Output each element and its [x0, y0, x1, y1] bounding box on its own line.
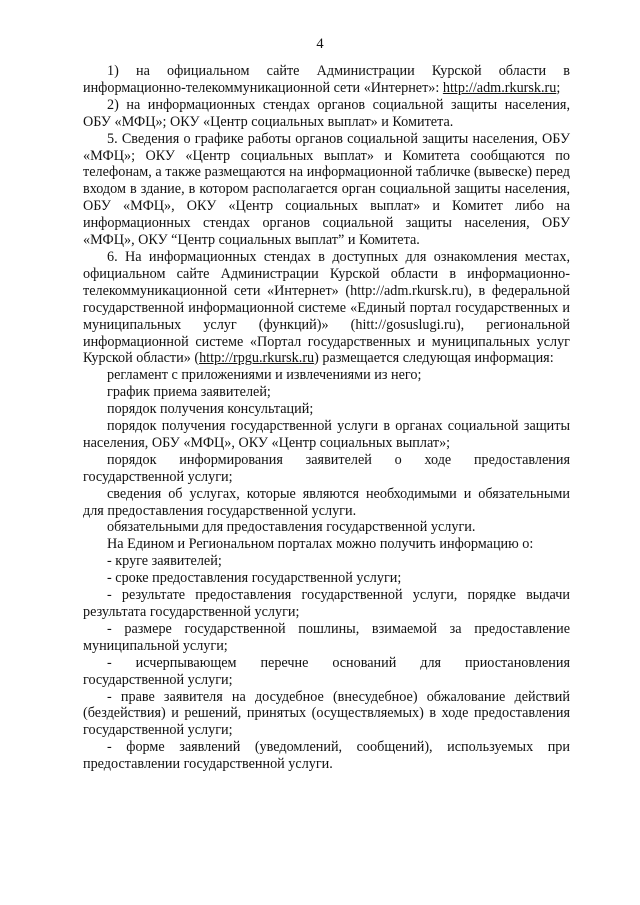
paragraph-text: сведения об услугах, которые являются необходимыми и обязательными для предоставления государственной услуги. [83, 485, 570, 519]
paragraph-text: 2) на информационных стендах органов социальной защиты населения, ОБУ «МФЦ»; ОКУ «Центр социальных выплат» и Комитета. [83, 96, 570, 130]
paragraph-text: - форме заявлений (уведомлений, сообщений), используемых при предоставлении государственной услуги. [83, 739, 570, 773]
paragraph-text: - размере государственной пошлины, взимаемой за предоставление муниципальной услуги; [83, 620, 570, 654]
hyperlink-text[interactable]: http://adm.rkursk.ru [442, 79, 557, 96]
paragraph-text: - исчерпывающем перечне оснований для приостановления государственной услуги; [83, 654, 570, 688]
page-number: 4 [316, 36, 324, 52]
paragraph-text: 6. На информационных стендах в доступных для ознакомления местах, официальном сайте Администрации Курской области в информационно-телекоммуникационной сети «Интернет» (http://adm.rkursk.ru), в федеральной государственной информационной системе «Единый портал государственных и муниципальных услуг (функций)» (hitt://gosuslugi.ru), региональной информационной системе «Портал государственных и муниципальных услуг Курской области» ( [83, 248, 570, 367]
hyperlink-text[interactable]: http://rpgu.rkursk.ru [199, 350, 315, 367]
paragraph-text: 1) на официальном сайте Администрации Курской области в информационно-телекоммуникационной сети «Интернет»: [83, 63, 570, 96]
paragraph-p10 [83, 486, 570, 520]
paragraph-p19 [83, 739, 570, 773]
paragraph-p4 [83, 249, 570, 367]
paragraph-text: обязательными для предоставления государственной услуги. [107, 519, 476, 536]
paragraph-text: - сроке предоставления государственной услуги; [107, 570, 402, 587]
document-body [83, 63, 570, 773]
paragraph-p13 [83, 553, 570, 570]
paragraph-text: - результате предоставления государственной услуги, порядке выдачи результата государственной услуги; [83, 587, 570, 620]
paragraph-text: регламент с приложениями и извлечениями из него; [107, 367, 422, 384]
paragraph-p12 [83, 536, 570, 553]
paragraph-p16 [83, 621, 570, 655]
paragraph-text: график приема заявителей; [107, 384, 271, 401]
paragraph-text: порядок получения консультаций; [107, 401, 314, 418]
paragraph-p3 [83, 131, 570, 249]
paragraph-p7 [83, 401, 570, 418]
paragraph-text: 5. Сведения о графике работы органов социальной защиты населения, ОБУ «МФЦ»; ОКУ «Центр социальных выплат» и Комитета сообщаются по телефонам, а также размещаются на информационной табличке (вывеске) перед входом в здание, в котором располагается орган социальной защиты населения, ОБУ «МФЦ», ОКУ «Центр социальных выплат» и Комитет либо на информационных стендах органов социальной защиты населения, ОБУ «МФЦ», ОКУ “Центр социальных выплат” и Комитета. [83, 130, 570, 249]
paragraph-text: - праве заявителя на досудебное (внесудебное) обжалование действий (бездействия) и решений, принятых (осуществляемых) в ходе предоставления государственной услуги; [83, 688, 570, 739]
paragraph-p1 [83, 63, 570, 97]
paragraph-p14 [83, 570, 570, 587]
paragraph-text: - круге заявителей; [107, 553, 222, 570]
paragraph-text: ) размещается следующая информация: [314, 350, 554, 367]
paragraph-p18 [83, 689, 570, 740]
paragraph-p17 [83, 655, 570, 689]
paragraph-p11 [83, 519, 570, 536]
paragraph-text: порядок информирования заявителей о ходе предоставления государственной услуги; [83, 451, 570, 485]
paragraph-text: На Едином и Региональном порталах можно получить информацию о: [107, 536, 534, 553]
paragraph-p2 [83, 97, 570, 131]
paragraph-p6 [83, 384, 570, 401]
paragraph-p8 [83, 418, 570, 452]
paragraph-text: порядок получения государственной услуги в органах социальной защиты населения, ОБУ «МФЦ», ОКУ «Центр социальных выплат»; [83, 418, 570, 451]
paragraph-p9 [83, 452, 570, 486]
paragraph-p5 [83, 367, 570, 384]
paragraph-text: ; [556, 79, 561, 96]
paragraph-p15 [83, 587, 570, 621]
